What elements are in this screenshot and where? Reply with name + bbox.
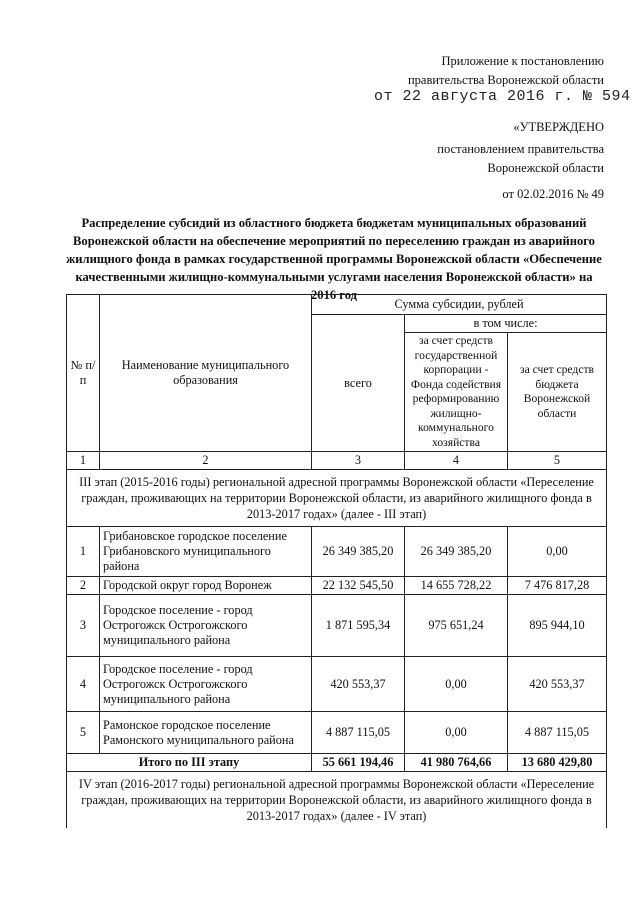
row-regional: 895 944,10 xyxy=(508,595,607,657)
total-label: Итого по III этапу xyxy=(67,754,312,772)
row-total: 1 871 595,34 xyxy=(312,595,405,657)
row-num: 5 xyxy=(67,712,100,754)
total-fund: 41 980 764,66 xyxy=(405,754,508,772)
row-total: 26 349 385,20 xyxy=(312,527,405,577)
table-row xyxy=(67,712,607,754)
row-fund: 26 349 385,20 xyxy=(405,527,508,577)
col-number: 2 xyxy=(100,452,312,470)
approval-block xyxy=(437,118,604,204)
col-number: 1 xyxy=(67,452,100,470)
row-total: 22 132 545,50 xyxy=(312,577,405,595)
total-regional: 13 680 429,80 xyxy=(508,754,607,772)
stage-3-total-row xyxy=(67,754,607,772)
row-num: 3 xyxy=(67,595,100,657)
header-fund: за счет средств государственной корпорации - Фонда содействия реформированию жилищно-коммунального хозяйства xyxy=(405,333,508,452)
row-name: Городское поселение - город Острогожск Острогожского муниципального района xyxy=(100,595,312,657)
annex-line-2: правительства Воронежской области xyxy=(407,73,604,87)
col-number: 5 xyxy=(508,452,607,470)
subsidy-table xyxy=(66,294,607,829)
header-name: Наименование муниципального образования xyxy=(100,295,312,452)
row-name: Грибановское городское поселение Грибановского муниципального района xyxy=(100,527,312,577)
total-sum: 55 661 194,46 xyxy=(312,754,405,772)
row-fund: 0,00 xyxy=(405,712,508,754)
row-fund: 14 655 728,22 xyxy=(405,577,508,595)
approved-line-3: Воронежской области xyxy=(487,161,604,175)
row-total: 420 553,37 xyxy=(312,657,405,712)
table-row xyxy=(67,657,607,712)
row-fund: 975 651,24 xyxy=(405,595,508,657)
row-name: Городское поселение - город Острогожск Острогожского муниципального района xyxy=(100,657,312,712)
row-name: Городской округ город Воронеж xyxy=(100,577,312,595)
document-title: Распределение субсидий из областного бюджета бюджетам муниципальных образований Воронежской области на обеспечение мероприятий по переселению граждан из аварийного жилищного фонда в рамках государственной программы Воронежской области «Обеспечение качественными жилищно-коммунальными услугами населения Воронежской области» на 2016 год xyxy=(66,216,602,302)
header-regional: за счет средств бюджета Воронежской области xyxy=(508,333,607,452)
stage-3-heading: III этап (2015-2016 годы) региональной адресной программы Воронежской области «Переселение граждан, проживающих на территории Воронежской области, из аварийного жилищного фонда в 2013-2017 годах» (далее - III этап) xyxy=(67,470,607,527)
row-num: 2 xyxy=(67,577,100,595)
header-including: в том числе: xyxy=(405,315,607,333)
row-regional: 0,00 xyxy=(508,527,607,577)
row-regional: 420 553,37 xyxy=(508,657,607,712)
approved-line-1: «УТВЕРЖДЕНО xyxy=(513,120,604,134)
table-row xyxy=(67,577,607,595)
header-total: всего xyxy=(312,315,405,452)
annex-header xyxy=(408,52,604,90)
table-row xyxy=(67,595,607,657)
header-sum: Сумма субсидии, рублей xyxy=(312,295,607,315)
col-number: 4 xyxy=(405,452,508,470)
row-name: Рамонское городское поселение Рамонского муниципального района xyxy=(100,712,312,754)
row-regional: 7 476 817,28 xyxy=(508,577,607,595)
approved-line-4: от 02.02.2016 № 49 xyxy=(502,186,604,201)
decree-date-stamp: от 22 августа 2016 г. № 594 xyxy=(374,88,631,105)
row-fund: 0,00 xyxy=(405,657,508,712)
row-num: 4 xyxy=(67,657,100,712)
stage-4-heading: IV этап (2016-2017 годы) региональной адресной программы Воронежской области «Переселение граждан, проживающих на территории Воронежской области, из аварийного жилищного фонда в 2013-2017 годах» (далее - IV этап) xyxy=(67,772,607,829)
table-row xyxy=(67,527,607,577)
approved-line-2: постановлением правительства xyxy=(437,141,604,156)
row-regional: 4 887 115,05 xyxy=(508,712,607,754)
annex-line-1: Приложение к постановлению xyxy=(441,54,604,68)
row-num: 1 xyxy=(67,527,100,577)
col-number: 3 xyxy=(312,452,405,470)
row-total: 4 887 115,05 xyxy=(312,712,405,754)
header-num: № п/п xyxy=(67,295,100,452)
